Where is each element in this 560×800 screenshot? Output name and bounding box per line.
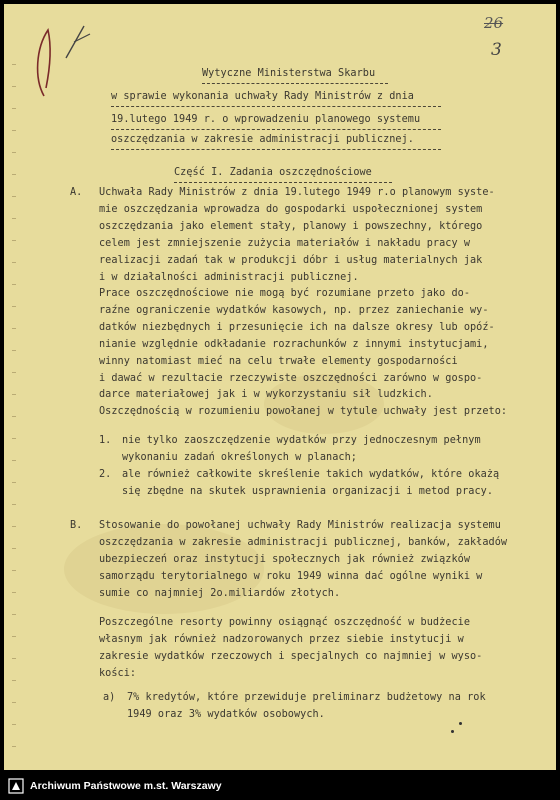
list-item-line: się zbędne na skutek usprawnienia organizacji i metod pracy. xyxy=(122,486,494,497)
section-a-marker: A. xyxy=(70,187,83,198)
underline xyxy=(111,129,441,130)
archive-footer xyxy=(0,772,560,800)
part-title: Część I. Zadania oszczędnościowe xyxy=(174,167,372,178)
list-item-line: 1949 oraz 3% wydatków osobowych. xyxy=(127,709,325,720)
header-line-4: oszczędzania w zakresie administracji publicznej. xyxy=(111,134,414,145)
section-b-line: samorządu terytorialnego w roku 1949 winna dać ogólne wyniki w xyxy=(99,571,483,582)
ink-dot xyxy=(459,722,462,725)
binding-holes xyxy=(12,64,16,754)
archive-logo-icon xyxy=(8,778,24,794)
list-item-line: nie tylko zaoszczędzenie wydatków przy jednoczesnym pełnym xyxy=(122,435,481,446)
struck-page-number: 26 xyxy=(484,14,504,32)
section-b-para2-line: zakresie wydatków rzeczowych i specjalnych co najmniej w wyso- xyxy=(99,651,483,662)
underline xyxy=(111,149,441,150)
ink-dot xyxy=(451,730,454,733)
section-b-marker: B. xyxy=(70,520,83,531)
list-item-line: ale również całkowite skreślenie takich wydatków, które okażą xyxy=(122,469,500,480)
section-b-line: Stosowanie do powołanej uchwały Rady Ministrów realizacja systemu xyxy=(99,520,501,531)
section-a-line: realizacji zadań tak w produkcji dóbr i usług materialnych jak xyxy=(99,255,483,266)
section-b-line: sumie co najmniej 2o.miliardów złotych. xyxy=(99,588,341,599)
section-a-line: datków niezbędnych i przesunięcie ich na dalsze okresy lub opóź- xyxy=(99,322,495,333)
section-a-line: darce materiałowej jak i w wykorzystaniu sił ludzkich. xyxy=(99,389,433,400)
underline xyxy=(111,106,441,107)
list-item-line: wykonaniu zadań określonych w planach; xyxy=(122,452,357,463)
section-b-para2-line: kości: xyxy=(99,668,137,679)
section-a-line: mie oszczędzania wprowadza do gospodarki uspołecznionej system xyxy=(99,204,483,215)
section-a-line: winny natomiast mieć na celu trwałe elementy gospodarności xyxy=(99,356,458,367)
document-page xyxy=(4,4,556,770)
section-a-line: nianie względnie odkładanie rozrachunków z innymi instytucjami, xyxy=(99,339,489,350)
list-number: 1. xyxy=(99,435,112,446)
header-line-2: w sprawie wykonania uchwały Rady Ministrów z dnia xyxy=(111,91,414,102)
section-a-line: oszczędzania jako element stały, planowy i powszechny, którego xyxy=(99,221,483,232)
list-letter: a) xyxy=(103,692,116,703)
section-a-line: i dawać w rezultacie rzeczywiste oszczędności zarówno w gospo- xyxy=(99,373,483,384)
header-line-1: Wytyczne Ministerstwa Skarbu xyxy=(202,68,376,79)
section-a-line: Oszczędnością w rozumieniu powołanej w tytule uchwały jest przeto: xyxy=(99,406,508,417)
section-b-para2-line: własnym jak również nadzorowanych przez siebie instytucji w xyxy=(99,634,464,645)
page-number: 3 xyxy=(491,40,502,60)
archive-name: Archiwum Państwowe m.st. Warszawy xyxy=(30,780,222,792)
list-item-line: 7% kredytów, które przewiduje preliminarz budżetowy na rok xyxy=(127,692,486,703)
section-b-para2-line: Poszczególne resorty powinny osiągnąć oszczędność w budżecie xyxy=(99,617,471,628)
underline xyxy=(174,182,392,183)
section-a-line: i w działalności administracji publicznej. xyxy=(99,272,359,283)
header-line-3: 19.lutego 1949 r. o wprowadzeniu planowego systemu xyxy=(111,114,421,125)
section-a-line: Prace oszczędnościowe nie mogą być rozumiane przeto jako do- xyxy=(99,288,471,299)
section-a-line: Uchwała Rady Ministrów z dnia 19.lutego 1949 r.o planowym syste- xyxy=(99,187,495,198)
underline xyxy=(202,83,388,84)
section-a-line: celem jest zmniejszenie zużycia materiałów i nakładu pracy w xyxy=(99,238,471,249)
section-a-line: raźne ograniczenie wydatków kasowych, np. przez zaniechanie wy- xyxy=(99,305,489,316)
pencil-hook-mark xyxy=(26,18,106,108)
section-b-line: oszczędzania w zakresie administracji publicznej, banków, zakładów xyxy=(99,537,508,548)
list-number: 2. xyxy=(99,469,112,480)
section-b-line: ubezpieczeń oraz instytucji społecznych jak również związków xyxy=(99,554,471,565)
